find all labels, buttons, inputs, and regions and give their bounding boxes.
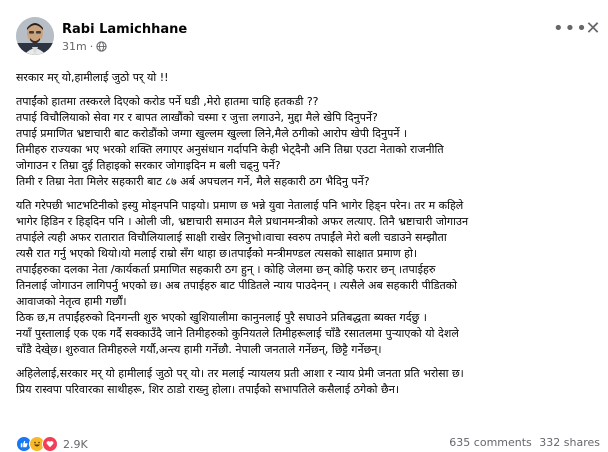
globe-icon: [96, 41, 107, 52]
meta-separator: ·: [89, 40, 94, 53]
post-text-line: जोगाउन र तिम्रा दुई तिहाइको सरकार जोगाइदिन म बली चढ्नु पर्ने?: [16, 159, 281, 172]
post-text-line: तपाई विचौलियाको सेवा गर र बापत लाखौंको चस्मा र जुत्ता लगाउने, मुद्दा मैले खेपि दिनुपर्ने?: [16, 111, 378, 124]
paragraph-gap: [16, 358, 602, 366]
post-body: [16, 70, 602, 398]
love-icon: [42, 436, 58, 452]
post-footer: [0, 436, 608, 452]
post-text-line: तिमीहरु राज्यका भए भरको शक्ति लगाएर अनुसंधान गर्दापनि केही भेट्दैनौ अनि तिम्रा एउटा नेताको राजनीति: [16, 143, 444, 156]
post-text-line: चाँडै देखे्छ। शुरुवात तिमीहरुले गर्यौ,अन्त्य हामी गर्नेछौ. नेपाली जनताले गर्नेछन्, छिट्टै गर्नेछन्।: [16, 343, 382, 356]
more-options-icon[interactable]: •••: [553, 18, 588, 39]
shares-count[interactable]: 332 shares: [539, 436, 600, 449]
close-icon[interactable]: ✕: [585, 18, 601, 39]
post-text-line: तिनलाई जोगाउन लागिपर्नु भएको छ। अब तपाईहरु बाट पीडितले न्याय पाउदेनन् । त्यसैले अब सहकारी पीडितको: [16, 279, 458, 292]
post-text-line: ठिक छ,म तपाईंहरुको दिनगन्ती शुरु भएको खुशियालीमा कानुनलाई पुरै सघाउने प्रतिबद्धता ब्यक्त गर्दछु ।: [16, 311, 427, 324]
post-text-line: तपाई प्रमाणित भ्रष्टाचारी बाट करोडौंको जग्गा खुल्लम खुल्ला लिने,मैले ठगीको आरोप खेपी दिनुपर्ने ।: [16, 127, 408, 140]
paragraph-gap: [16, 190, 602, 198]
post-time[interactable]: 31m: [62, 40, 87, 53]
profile-photo-icon: [16, 17, 54, 55]
post-text-line: तपाईंहरुका दलका नेता /कार्यकर्ता प्रमाणित सहकारी ठग हुन् । कोहि जेलमा छन् कोहि फरार छन् ।तपाईहरु: [16, 263, 436, 276]
paragraph-gap: [16, 86, 602, 94]
post-text-line: आवाजको नेतृत्व हामी गर्छौं।: [16, 295, 127, 308]
avatar[interactable]: [16, 17, 54, 55]
post-text-line: तिमी र तिम्रा नेता मिलेर सहकारी बाट ८७ अर्ब अपचलन गर्ने, मैले सहकारी ठग भैदिनु पर्ने?: [16, 175, 370, 188]
reaction-count: 2.9K: [63, 437, 88, 451]
post-meta: [62, 40, 107, 53]
author-name[interactable]: Rabi Lamichhane: [62, 22, 188, 37]
post-text-line: तपाईंको हातमा तस्करले दिएको करोड पर्ने घडी ,मेरो हातमा चाहि हतकडी ??: [16, 95, 319, 108]
post-text-line: त्यसै रात गर्नु भएको थियो।यो मलाई राम्रो सँग थाहा छ।तपाईंको मन्त्रीमण्डल त्यसको साक्षात प्रमाण हो।: [16, 247, 418, 260]
reactions-summary[interactable]: [16, 436, 88, 452]
post-text-line: अहिलेलाई,सरकार मर् यो हामीलाई जुठो पर् यो। तर मलाई न्यायलय प्रती आशा र न्याय प्रेमी जनता प्रति भरोसा छ।: [16, 367, 464, 380]
post-text-line: भागेर हिडिन र हिड्दिन पनि । ओली जी, भ्रष्टाचारी समाउन मैले प्रधानमन्त्रीको अफर लत्याए. तिनै भ्रष्टाचारी जोगाउन: [16, 215, 469, 228]
post-header: [0, 0, 608, 62]
post-text-line: यति गरेपछी भाटभटिनीको इस्यु मोड्नपनि पाइयो। प्रमाण छ भन्ने युवा नेतालाई पनि भागेर हिड्न परेन। तर म कहिले: [16, 199, 464, 212]
comments-count[interactable]: 635 comments: [449, 436, 532, 449]
engagement-counts: [445, 436, 600, 449]
post-text-line: सरकार मर् यो,हामीलाई जुठो पर् यो !!: [16, 71, 169, 84]
post-text-line: नयाँ पुस्तालाई एक एक गर्दै सक्काउँदै जाने तिमीहरुको कुनियतले तिमीहरूलाई चाँडै रसातलमा पुर्‍याएको यो देशले: [16, 327, 459, 340]
post-text-line: प्रिय रास्वपा परिवारका साथीहरू, शिर ठाडो राख्नु होला। तपाईंको सभापतिले कसैलाई ठगेको छैन।: [16, 383, 399, 396]
post-text-line: तपाईले त्यही अफर रातारात विचौलियालाई साक्षी राखेर लिनुभो।वाचा स्वरुप तपाईंले मेरो बली चडाउने सम्झौता: [16, 231, 447, 244]
